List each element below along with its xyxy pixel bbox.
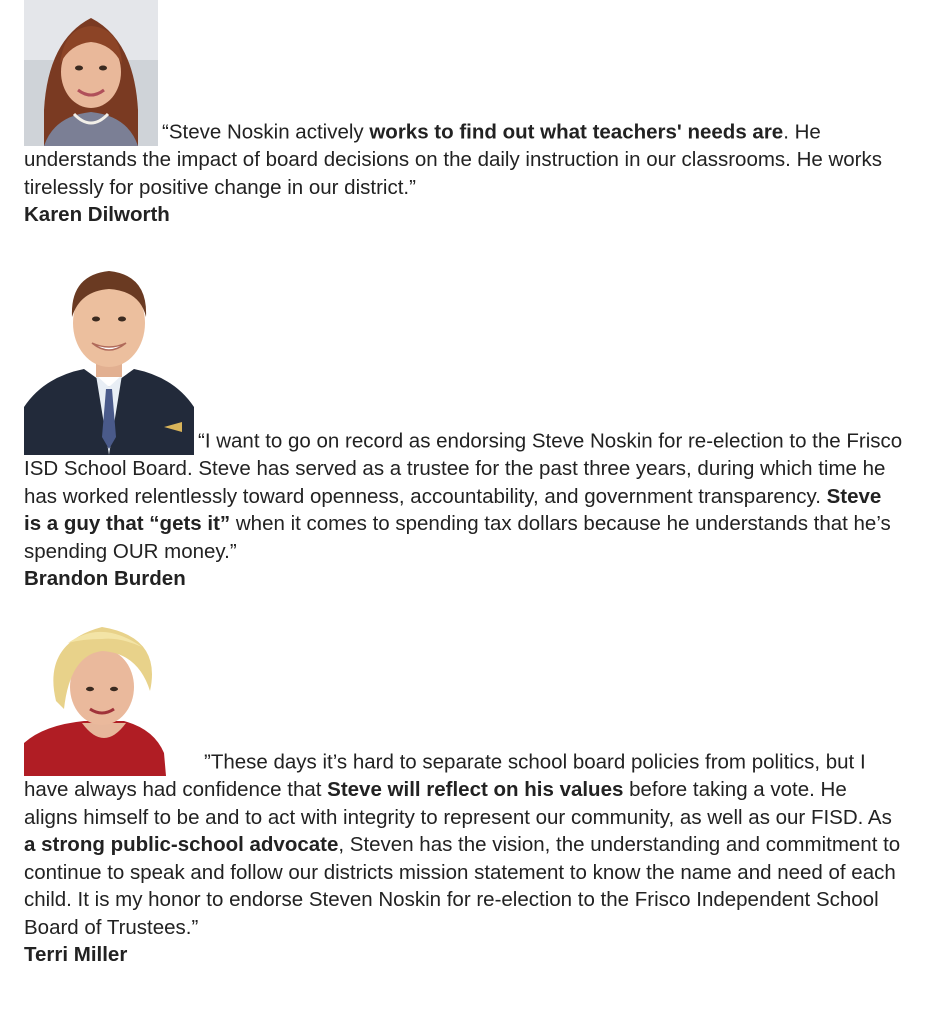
quote-bold-segment: Steve will reflect on his values — [327, 778, 624, 801]
quote-text-segment: “I want to go on record as endorsing Steve Noskin for re-election to the Frisco ISD School Board. Steve has served as a trustee for the past three years, during which time he has worked relentlessly toward openness, accountability, and government transparency. — [24, 429, 903, 508]
quote-text-segment: when it comes to spending tax dollars because he understands that he’s spending OUR money.” — [24, 512, 891, 563]
quote-text-segment: , Steven has the vision, the understanding and commitment to continue to speak and follow our districts mission statement to know the name and need of each child. It is my honor to endorse Steven Noskin for re-election to the Frisco Independent School Board of Trustees.” — [24, 833, 901, 939]
author-name: Brandon Burden — [24, 567, 186, 590]
testimonial-quote — [24, 0, 904, 201]
author-name: Terri Miller — [24, 943, 128, 966]
quote-text-segment: . He understands the impact of board decisions on the daily instruction in our classrooms. He works tirelessly for positive change in our district.” — [24, 120, 883, 199]
quote-text-segment: before taking a vote. He aligns himself to be and to act with integrity to represent our community, as well as our FISD. As — [24, 778, 892, 829]
testimonial-quote — [24, 613, 904, 941]
testimonial-quote — [24, 257, 904, 565]
testimonial-karen-dilworth — [24, 0, 904, 229]
quote-bold-segment: Steve is a guy that “gets it” — [24, 484, 882, 535]
quote-bold-segment: a strong public-school advocate — [24, 833, 339, 856]
portrait-woman-blonde-icon — [24, 613, 182, 776]
portrait-man-suit-icon — [24, 257, 194, 455]
quote-text-segment: ”These days it’s hard to separate school board policies from politics, but I have always had confidence that — [24, 750, 866, 801]
testimonial-brandon-burden — [24, 257, 904, 593]
testimonial-terri-miller — [24, 613, 904, 969]
portrait-woman-red-hair-icon — [24, 0, 158, 146]
author-name: Karen Dilworth — [24, 203, 170, 226]
quote-text-segment: “Steve Noskin actively — [162, 120, 370, 144]
quote-bold-segment: works to find out what teachers' needs are — [369, 120, 784, 144]
